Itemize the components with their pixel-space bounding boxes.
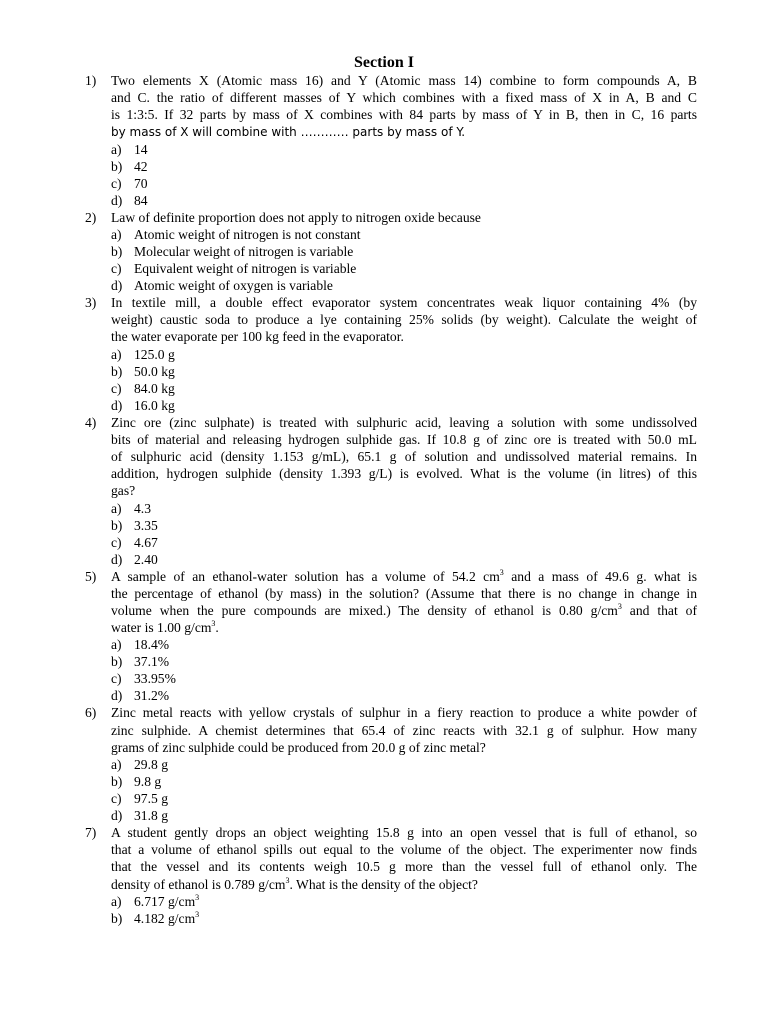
question-5 — [0, 568, 768, 705]
option-label: c) — [111, 175, 122, 191]
question-3 — [0, 294, 768, 414]
option — [0, 534, 768, 551]
question-line: bits of material and releasing hydrogen sulphide gas. If 10.8 g of zinc ore is treated with 50.0 mL — [111, 431, 697, 447]
question-number: 4) — [85, 414, 97, 430]
superscript: 3 — [285, 875, 290, 885]
option — [0, 175, 768, 192]
question-1 — [0, 72, 768, 209]
question-text — [111, 824, 697, 893]
question-line: the percentage of ethanol (by mass) in the solution? (Assume that there is no change in change in — [111, 585, 697, 601]
option — [0, 380, 768, 397]
option-text: 42 — [134, 158, 148, 174]
option-text: 97.5 g — [134, 791, 168, 807]
option-label: a) — [111, 757, 122, 773]
option — [0, 243, 768, 260]
option-label: b) — [111, 910, 123, 926]
option-label: a) — [111, 141, 122, 157]
option — [0, 141, 768, 158]
question-line — [111, 876, 697, 893]
option-label: d) — [111, 397, 123, 413]
option — [0, 551, 768, 568]
text-run: water is 1.00 g/cm — [111, 620, 212, 636]
option-text: 31.8 g — [134, 808, 168, 824]
option-label: b) — [111, 158, 123, 174]
option — [0, 346, 768, 363]
question-line: Law of definite proportion does not apply to nitrogen oxide because — [111, 209, 481, 225]
text-run: 4.182 g/cm — [134, 910, 196, 926]
option-label: b) — [111, 774, 123, 790]
question-line: grams of zinc sulphide could be produced from 20.0 g of zinc metal? — [111, 739, 486, 755]
option — [0, 397, 768, 414]
question-text — [111, 568, 697, 637]
option-label: b) — [111, 654, 123, 670]
option-text: 14 — [134, 141, 148, 157]
question-text — [111, 704, 697, 756]
option-text: 37.1% — [134, 654, 170, 670]
question-line — [111, 619, 697, 636]
question-number: 6) — [85, 705, 97, 721]
option-label: a) — [111, 637, 122, 653]
option — [0, 653, 768, 670]
option-label: d) — [111, 278, 123, 294]
option-text: 4.3 — [134, 500, 151, 516]
question-line: of sulphuric acid (density 1.153 g/mL), 65.1 g of solution and undissolved material remains. In — [111, 449, 697, 465]
option-label: b) — [111, 517, 123, 533]
question-number: 2) — [85, 209, 97, 225]
option-label: d) — [111, 551, 123, 567]
option — [0, 910, 768, 927]
option — [0, 756, 768, 773]
text-run: and that of — [621, 603, 698, 619]
question-number: 7) — [85, 825, 97, 841]
question-line: Zinc ore (zinc sulphate) is treated with sulphuric acid, leaving a solution with some undissolved — [111, 414, 697, 430]
question-list — [0, 72, 768, 927]
question-line: A student gently drops an object weighting 15.8 g into an open vessel that is full of ethanol, so — [111, 825, 697, 841]
option — [0, 893, 768, 910]
question-number: 1) — [85, 73, 97, 88]
question-line: Two elements X (Atomic mass 16) and Y (Atomic mass 14) combine to form compounds A, B — [111, 73, 697, 88]
question-line: In textile mill, a double effect evaporator system concentrates weak liquor containing 4% (by — [111, 295, 697, 311]
option — [0, 158, 768, 175]
superscript: 3 — [195, 909, 200, 919]
option-label: a) — [111, 346, 122, 362]
option-text: Molecular weight of nitrogen is variable — [134, 244, 354, 260]
option — [0, 277, 768, 294]
option-text: 16.0 kg — [134, 397, 175, 413]
text-run: and a mass of 49.6 g. what is — [503, 568, 697, 584]
option-text: Atomic weight of oxygen is variable — [134, 278, 333, 294]
question-line: gas? — [111, 483, 136, 499]
option-text: 125.0 g — [134, 346, 175, 362]
question-6 — [0, 704, 768, 824]
question-number: 5) — [85, 568, 97, 584]
option-label: d) — [111, 192, 123, 208]
option-text: 84.0 kg — [134, 380, 175, 396]
option-label: a) — [111, 500, 122, 516]
option — [0, 260, 768, 277]
option-text: 70 — [134, 175, 148, 191]
question-line: that a volume of ethanol spills out equal to the volume of the object. The experimenter now finds — [111, 842, 697, 858]
option — [0, 790, 768, 807]
option — [0, 500, 768, 517]
option-text: 2.40 — [134, 551, 158, 567]
option-label: a) — [111, 227, 122, 243]
question-line — [111, 602, 697, 619]
superscript: 3 — [211, 619, 216, 629]
option-text: 84 — [134, 192, 148, 208]
option-label: d) — [111, 688, 123, 704]
option-text — [134, 910, 199, 927]
option-text: Equivalent weight of nitrogen is variable — [134, 261, 357, 277]
question-number: 3) — [85, 295, 97, 311]
option — [0, 363, 768, 380]
option — [0, 636, 768, 653]
question-text — [111, 294, 697, 346]
option-text: 18.4% — [134, 637, 170, 653]
option-label: c) — [111, 261, 122, 277]
question-line: by mass of X will combine with ………… parts by mass of Y. — [111, 124, 466, 139]
option-text: 50.0 kg — [134, 363, 175, 379]
section-title: Section I — [354, 54, 414, 71]
question-line — [111, 568, 697, 585]
option-text: 33.95% — [134, 671, 176, 687]
superscript: 3 — [195, 892, 200, 902]
question-text — [111, 414, 697, 500]
text-run: 6.717 g/cm — [134, 893, 196, 909]
question-7 — [0, 824, 768, 927]
option — [0, 226, 768, 243]
question-line: that the vessel and its contents weigh 10.5 g more than the vessel full of ethanol only. The — [111, 859, 697, 875]
option-text: 29.8 g — [134, 757, 168, 773]
option-label: d) — [111, 808, 123, 824]
question-line: and C. the ratio of different masses of Y which combines with a fixed mass of X in A, B and C — [111, 90, 697, 106]
superscript: 3 — [499, 567, 504, 577]
option-label: a) — [111, 893, 122, 909]
question-text — [111, 209, 697, 226]
option — [0, 773, 768, 790]
option-label: b) — [111, 363, 123, 379]
option-text: 31.2% — [134, 688, 170, 704]
option-label: b) — [111, 244, 123, 260]
option-text — [134, 893, 199, 910]
option-text: 9.8 g — [134, 774, 162, 790]
option-label: c) — [111, 534, 122, 550]
option — [0, 670, 768, 687]
text-run: A sample of an ethanol-water solution has a volume of 54.2 cm — [111, 568, 500, 584]
question-line: is 1:3:5. If 32 parts by mass of X combines with 84 parts by mass of Y in B, then in C, 16 parts — [111, 107, 697, 123]
text-run: density of ethanol is 0.789 g/cm — [111, 876, 286, 892]
question-line: the water evaporate per 100 kg feed in the evaporator. — [111, 329, 404, 345]
option-text: 4.67 — [134, 534, 158, 550]
option — [0, 192, 768, 209]
option-label: c) — [111, 671, 122, 687]
superscript: 3 — [617, 602, 622, 612]
text-run: . What is the density of the object? — [289, 876, 478, 892]
question-text — [111, 72, 697, 141]
option-label: c) — [111, 791, 122, 807]
text-run: . — [215, 620, 219, 636]
option — [0, 807, 768, 824]
question-4 — [0, 414, 768, 568]
option-label: c) — [111, 380, 122, 396]
option — [0, 517, 768, 534]
option-text: Atomic weight of nitrogen is not constant — [134, 227, 361, 243]
question-2 — [0, 209, 768, 294]
option-text: 3.35 — [134, 517, 158, 533]
question-line: addition, hydrogen sulphide (density 1.393 g/L) is evolved. What is the volume (in litres) of this — [111, 466, 697, 482]
question-line: weight) caustic soda to produce a lye containing 25% solids (by weight). Calculate the weight of — [111, 312, 697, 328]
question-line: zinc sulphide. A chemist determines that 65.4 of zinc reacts with 32.1 g of sulphur. How many — [111, 722, 697, 738]
question-line: Zinc metal reacts with yellow crystals of sulphur in a fiery reaction to produce a white powder of — [111, 705, 697, 721]
option — [0, 687, 768, 704]
text-run: volume when the pure compounds are mixed.) The density of ethanol is 0.80 g/cm — [111, 603, 618, 619]
